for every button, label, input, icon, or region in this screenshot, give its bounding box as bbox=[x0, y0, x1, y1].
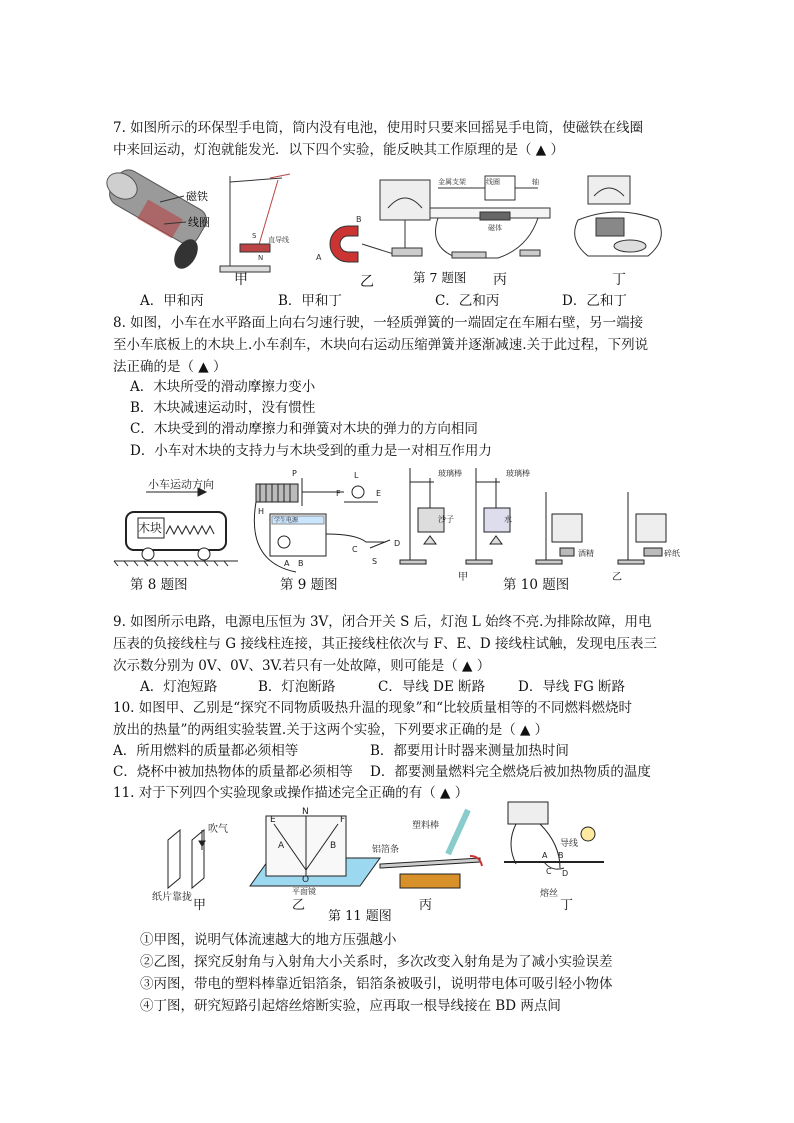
q11-item-1: ①甲图，说明气体流速越大的地方压强越小 bbox=[140, 932, 397, 948]
q9-option-c: C．导线 DE 断路 bbox=[378, 679, 486, 695]
q11-cap-ding: 丁 bbox=[560, 898, 574, 913]
q7-cap-yi: 乙 bbox=[360, 274, 374, 290]
figrow2 bbox=[108, 462, 708, 580]
paper-close-label: 纸片靠拢 bbox=[152, 892, 192, 902]
metal-bracket-label: 金属支架 bbox=[438, 178, 466, 186]
q9-stem-line3: 次示数分别为 0V、0V、3V.若只有一处故障，则可能是（ ▲ ） bbox=[113, 658, 491, 674]
paper-label: 碎纸 bbox=[664, 549, 680, 558]
q7-option-c: C．乙和丙 bbox=[435, 293, 500, 309]
label-a: A bbox=[316, 253, 322, 262]
q7-figure bbox=[100, 168, 720, 290]
alcohol-label: 酒精 bbox=[578, 549, 594, 558]
q11-fig-bing bbox=[372, 810, 482, 888]
plastic-rod-label: 塑料棒 bbox=[412, 821, 440, 831]
wire-label: 导线 bbox=[560, 839, 579, 849]
q11-cap-yi: 乙 bbox=[292, 898, 306, 913]
fig10-yi: 乙 bbox=[612, 572, 622, 583]
label-b9: B bbox=[298, 559, 304, 568]
q11-cap-jia: 甲 bbox=[193, 898, 207, 913]
fig10-caption: 第 10 题图 bbox=[503, 577, 570, 593]
blow-label: 吹气 bbox=[208, 824, 228, 835]
magnet2-label: 磁体 bbox=[488, 224, 502, 232]
straight-wire-label: 直导线 bbox=[268, 236, 289, 244]
q11-item-4: ④丁图，研究短路引起熔丝熔断实验，应再取一根导线接在 BD 两点间 bbox=[140, 998, 561, 1014]
power-supply-label: 学生电源 bbox=[274, 517, 299, 524]
q7-cap-bing: 丙 bbox=[493, 272, 507, 288]
label-e: E bbox=[376, 489, 382, 498]
label-a9: A bbox=[284, 559, 290, 568]
q7-option-d: D．乙和丁 bbox=[562, 293, 627, 309]
q10-option-c: C．烧杯中被加热物体的质量都必须相等 bbox=[113, 764, 353, 780]
q8-stem-line3: 法正确的是（ ▲ ） bbox=[113, 359, 227, 375]
q11-fig-yi bbox=[250, 807, 380, 896]
q7-option-b: B．甲和丁 bbox=[278, 293, 342, 309]
q10-option-a: A．所用燃料的质量都必须相等 bbox=[113, 743, 299, 759]
flashlight-image bbox=[102, 168, 211, 273]
label-p: P bbox=[292, 469, 297, 478]
magnet-label: 磁铁 bbox=[186, 190, 208, 203]
label-d: D bbox=[394, 539, 401, 548]
label-o11: O bbox=[302, 875, 310, 885]
q9-stem-line1: 9. 如图所示电路，电源电压恒为 3V，闭合开关 S 后，灯泡 L 始终不亮.为排除故障，用电 bbox=[113, 614, 652, 630]
label-d11d: D bbox=[562, 869, 569, 878]
q11-cap-bing: 丙 bbox=[419, 898, 433, 913]
mirror-label: 平面镜 bbox=[292, 887, 316, 896]
q9-option-a: A．灯泡短路 bbox=[140, 679, 218, 695]
q7-caption: 第 7 题图 bbox=[413, 270, 467, 285]
fig9-circuit bbox=[254, 469, 400, 572]
label-n11: N bbox=[302, 807, 309, 817]
q7-stem-line1: 7. 如图所示的环保型手电筒，筒内没有电池，使用时只要来回摇晃手电筒，使磁铁在线圈 bbox=[113, 120, 644, 136]
label-c: C bbox=[352, 545, 358, 554]
q11-fig-jia bbox=[152, 822, 228, 902]
wire-coil-label: 线圈 bbox=[486, 178, 500, 186]
label-e11: E bbox=[270, 815, 276, 825]
fig-ding bbox=[575, 176, 662, 256]
glass-rod-label-jia: 玻璃棒 bbox=[438, 469, 462, 478]
q7-cap-jia: 甲 bbox=[234, 272, 248, 288]
q8-stem-line2: 至小车底板上的木块上.小车刹车，木块向右运动压缩弹簧并逐渐减速.关于此过程，下列说 bbox=[113, 337, 649, 353]
q8-option-c: C．木块受到的滑动摩擦力和弹簧对木块的弹力的方向相同 bbox=[130, 421, 478, 437]
label-a11: A bbox=[278, 841, 285, 851]
q8-option-b: B．木块减速运动时，没有惯性 bbox=[130, 400, 316, 416]
q9-option-b: B．灯泡断路 bbox=[258, 679, 336, 695]
label-s: S bbox=[252, 232, 257, 240]
fig10-apparatus bbox=[400, 468, 680, 564]
fig9-caption: 第 9 题图 bbox=[280, 577, 338, 593]
label-n: N bbox=[258, 254, 264, 262]
q8-stem-line1: 8. 如图，小车在水平路面上向右匀速行驶，一轻质弹簧的一端固定在车厢右壁，另一端接 bbox=[113, 315, 644, 331]
fig8-car bbox=[114, 477, 238, 566]
label-b11: B bbox=[330, 841, 337, 851]
fig-yi bbox=[316, 180, 430, 262]
label-a11d: A bbox=[542, 851, 548, 860]
q7-option-a: A．甲和丙 bbox=[140, 293, 204, 309]
q10-option-d: D．都要测量燃料完全燃烧后被加热物质的温度 bbox=[370, 764, 651, 780]
label-s9: S bbox=[372, 557, 378, 566]
fig-bing bbox=[430, 176, 550, 258]
q11-caption: 第 11 题图 bbox=[328, 909, 392, 924]
label-f: F bbox=[336, 489, 341, 498]
label-c11d: C bbox=[546, 867, 552, 876]
q9-option-d: D．导线 FG 断路 bbox=[518, 679, 626, 695]
label-l: L bbox=[354, 471, 359, 480]
block-label: 木块 bbox=[138, 521, 163, 535]
axis-label: 轴 bbox=[532, 178, 539, 186]
coil-label: 线圈 bbox=[188, 216, 210, 229]
q8-option-a: A．木块所受的滑动摩擦力变小 bbox=[130, 379, 316, 395]
label-h: H bbox=[258, 507, 265, 516]
q11-stem: 11. 对于下列四个实验现象或操作描述完全正确的有（ ▲ ） bbox=[113, 785, 469, 801]
q7-cap-ding: 丁 bbox=[612, 272, 626, 288]
car-direction-label: 小车运动方向 bbox=[148, 478, 214, 491]
sand-label: 沙子 bbox=[438, 515, 454, 524]
label-f11: F bbox=[340, 815, 346, 825]
q7-stem-line2: 中来回运动，灯泡就能发光．以下四个实验，能反映其工作原理的是（ ▲ ） bbox=[113, 142, 564, 158]
q11-item-2: ②乙图，探究反射角与入射角大小关系时，多次改变入射角是为了减小实验误差 bbox=[140, 954, 613, 970]
q9-stem-line2: 压表的负接线柱与 G 接线柱连接，其正接线柱依次与 F、E、D 接线柱试触，发现电压表三 bbox=[113, 636, 657, 652]
q10-stem-line2: 放出的热量”的两组实验装置.关于这两个实验，下列要求正确的是（ ▲ ） bbox=[113, 722, 549, 738]
fig10-jia: 甲 bbox=[458, 572, 468, 583]
q10-stem-line1: 10. 如图甲、乙别是“探究不同物质吸热升温的现象”和“比较质量相等的不同燃料燃烧时 bbox=[113, 700, 632, 716]
q11-fig-ding bbox=[504, 802, 604, 899]
fig-jia bbox=[220, 174, 290, 272]
q8-option-d: D．小车对木块的支持力与木块受到的重力是一对相互作用力 bbox=[130, 443, 492, 459]
fuse-label: 熔丝 bbox=[540, 889, 559, 899]
label-b11d: B bbox=[558, 851, 564, 860]
water-label: 水 bbox=[504, 515, 512, 524]
fig8-caption: 第 8 题图 bbox=[130, 577, 188, 593]
label-b: B bbox=[356, 215, 362, 224]
q11-figure bbox=[148, 800, 608, 902]
foil-label: 铝箔条 bbox=[372, 845, 400, 855]
q11-item-3: ③丙图，带电的塑料棒靠近铝箔条，铝箔条被吸引，说明带电体可吸引轻小物体 bbox=[140, 976, 613, 992]
q10-option-b: B．都要用计时器来测量加热时间 bbox=[370, 743, 569, 759]
glass-rod-label-yi: 玻璃棒 bbox=[506, 469, 530, 478]
